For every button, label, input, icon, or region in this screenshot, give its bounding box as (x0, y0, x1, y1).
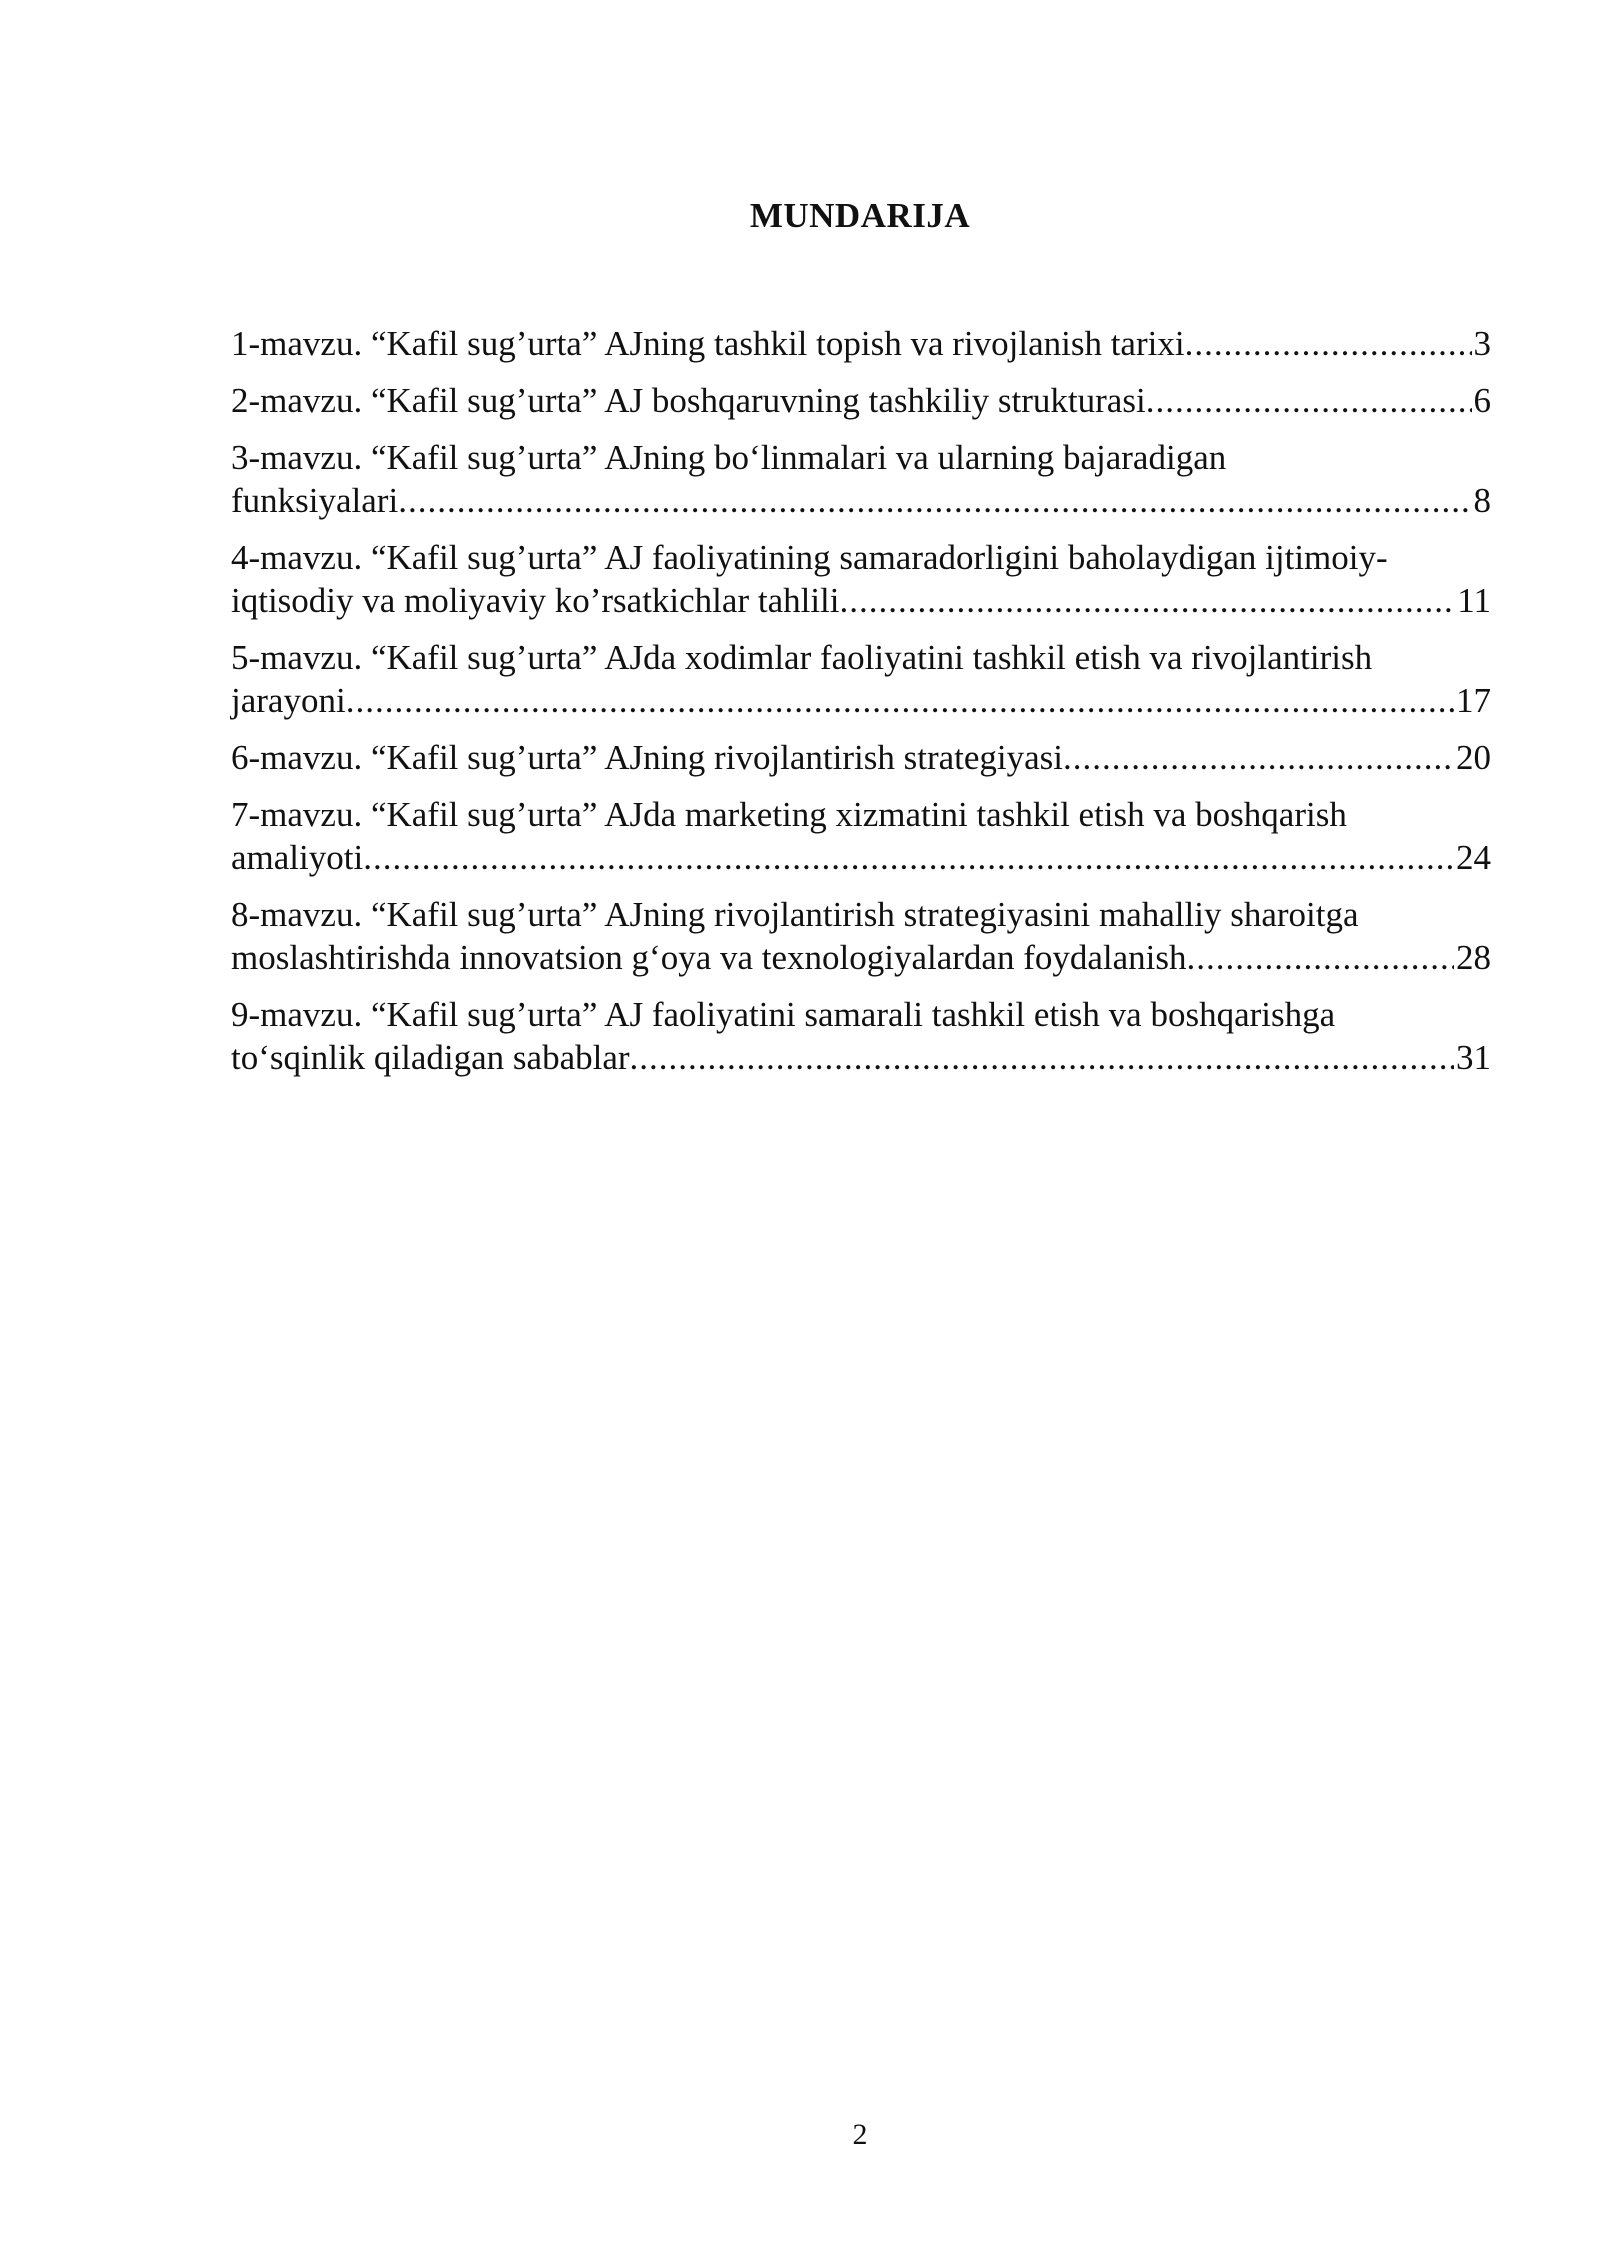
toc-entry-text: 4-mavzu. “Kafil sug’urta” AJ faoliyatining samaradorligini baholaydigan ijtimoiy- (231, 538, 1388, 577)
toc-entry-text: 2-mavzu. “Kafil sug’urta” AJ boshqaruvning tashkiliy strukturasi (231, 381, 1146, 420)
toc-entry-text: 3-mavzu. “Kafil sug’urta” AJning bo‘linmalari va ularning bajaradigan (231, 438, 1227, 477)
toc-entry-page: 3 (1473, 324, 1491, 363)
toc-entry[interactable] (231, 436, 1491, 522)
toc-leader-dots (840, 579, 1456, 622)
toc-leader-dots (630, 1036, 1454, 1079)
toc-entry[interactable] (231, 322, 1491, 365)
toc-leader-dots (398, 479, 1471, 522)
toc-entry-text: 8-mavzu. “Kafil sug’urta” AJning rivojlantirish strategiyasini mahalliy sharoitga (231, 895, 1359, 934)
toc-entry-page: 11 (1457, 581, 1491, 620)
toc-entry-text-continued: to‘sqinlik qiladigan sabablar (231, 1038, 630, 1077)
toc-entry-text-continued: funksiyalari (231, 481, 399, 520)
toc-entry[interactable] (231, 893, 1491, 979)
toc-leader-dots (346, 679, 1454, 722)
toc-entry-text: 5-mavzu. “Kafil sug’urta” AJda xodimlar faoliyatini tashkil etish va rivojlantirish (231, 638, 1373, 677)
toc-leader-dots (1185, 322, 1472, 365)
toc-entry-page: 24 (1456, 838, 1491, 877)
toc-entry-page: 8 (1473, 481, 1491, 520)
toc-entry-text: 9-mavzu. “Kafil sug’urta” AJ faoliyatini samarali tashkil etish va boshqarishga (231, 995, 1336, 1034)
toc-entry[interactable] (231, 736, 1491, 779)
toc-entry-page: 20 (1456, 738, 1491, 777)
toc-entry[interactable] (231, 636, 1491, 722)
toc-entry-text-continued: jarayoni (231, 681, 346, 720)
toc-leader-dots (1063, 736, 1454, 779)
toc-entry[interactable] (231, 536, 1491, 622)
toc-leader-dots (363, 836, 1454, 879)
toc-entry-page: 28 (1456, 938, 1491, 977)
toc-entry-page: 17 (1456, 681, 1491, 720)
toc-entry[interactable] (231, 379, 1491, 422)
toc-title: MUNDARIJA (749, 196, 971, 235)
table-of-contents (231, 322, 1491, 1093)
toc-leader-dots (1187, 936, 1455, 979)
toc-entry-text-continued: amaliyoti (231, 838, 364, 877)
toc-entry-text-continued: iqtisodiy va moliyaviy ko’rsatkichlar tahlili (231, 581, 840, 620)
toc-entry-text-continued: moslashtirishda innovatsion g‘oya va texnologiyalardan foydalanish (231, 938, 1187, 977)
toc-entry[interactable] (231, 993, 1491, 1079)
toc-leader-dots (1146, 379, 1472, 422)
page-number: 2 (852, 2118, 868, 2151)
toc-entry-text: 7-mavzu. “Kafil sug’urta” AJda marketing xizmatini tashkil etish va boshqarish (231, 795, 1347, 834)
toc-entry-page: 6 (1473, 381, 1491, 420)
toc-entry-text: 1-mavzu. “Kafil sug’urta” AJning tashkil topish va rivojlanish tarixi (231, 324, 1185, 363)
toc-entry[interactable] (231, 793, 1491, 879)
toc-entry-text: 6-mavzu. “Kafil sug’urta” AJning rivojlantirish strategiyasi (231, 738, 1064, 777)
toc-entry-page: 31 (1456, 1038, 1491, 1077)
